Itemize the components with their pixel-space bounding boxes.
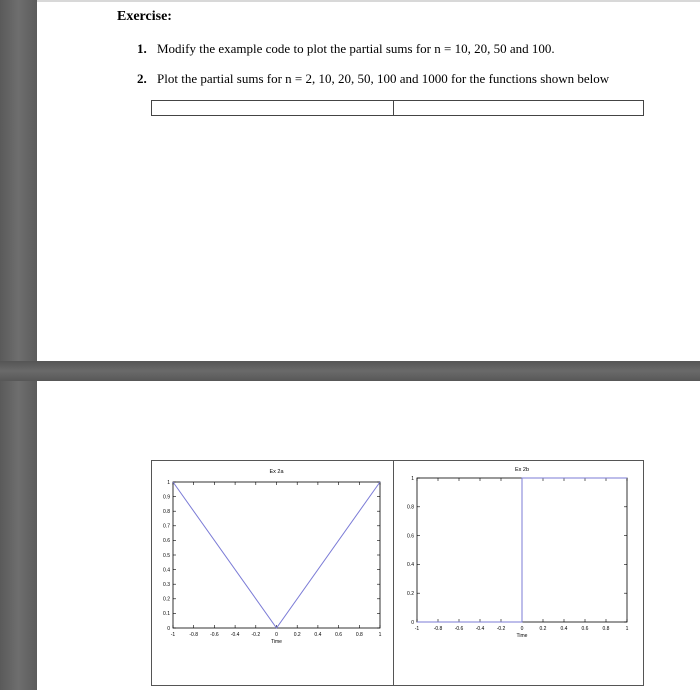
y-tick-label: 0.3 (163, 582, 170, 588)
table-column-divider (393, 101, 394, 115)
x-tick-label: -0.4 (230, 632, 240, 638)
chart-title: Ex 2b (514, 467, 530, 473)
x-axis-label: Time (516, 633, 528, 639)
x-tick-label: -1 (414, 626, 420, 632)
y-tick-label: 1 (167, 479, 170, 486)
chart-ex-2b (394, 461, 643, 685)
y-tick-label: 0.9 (163, 494, 170, 501)
x-tick-label: 0.8 (355, 632, 363, 638)
exercise-item-text: Modify the example code to plot the partial sums for n = 10, 20, 50 and 100. (157, 41, 555, 56)
y-tick-label: 0.6 (163, 538, 170, 545)
chart-ex-2a (152, 461, 393, 685)
x-tick-label: 0.4 (560, 626, 568, 632)
figure-table-top-row (151, 100, 644, 116)
x-tick-label: -0.8 (189, 632, 199, 638)
x-tick-label: -1 (170, 632, 176, 638)
x-tick-label: 1 (378, 632, 382, 638)
x-axis-label: Time (271, 639, 282, 645)
x-tick-label: 0.6 (581, 626, 589, 632)
y-tick-label: 0.5 (163, 552, 170, 559)
x-tick-label: 0.2 (539, 626, 547, 632)
x-tick-label: 0.4 (314, 632, 322, 638)
x-tick-label: -0.6 (454, 626, 464, 632)
page-separator (0, 361, 700, 381)
x-tick-label: -0.4 (475, 626, 485, 632)
y-tick-label: 0.1 (163, 611, 170, 618)
y-tick-label: 0.7 (163, 523, 170, 530)
x-tick-label: 0.8 (602, 626, 610, 632)
y-tick-label: 0.4 (163, 567, 170, 574)
document-page-2 (37, 381, 700, 690)
series-line (173, 482, 380, 628)
exercise-title: Exercise: (117, 9, 172, 24)
y-tick-label: 1 (411, 475, 414, 482)
exercise-item-number: 1. (137, 41, 147, 56)
x-tick-label: 0.2 (293, 632, 301, 638)
y-tick-label: 0 (167, 625, 170, 632)
x-tick-label: -0.8 (433, 626, 443, 632)
x-tick-label: 0.6 (335, 632, 343, 638)
x-tick-label: 0 (520, 626, 524, 632)
x-tick-label: -0.2 (496, 626, 506, 632)
x-tick-label: 1 (625, 626, 629, 632)
viewer-left-margin (0, 0, 37, 690)
figure-table (151, 460, 644, 686)
y-tick-label: 0.8 (163, 509, 170, 515)
y-tick-label: 0.6 (407, 533, 414, 540)
exercise-item-text: Plot the partial sums for n = 2, 10, 20, 50, 100 and 1000 for the functions shown below (157, 71, 610, 86)
chart-title: Ex 2a (269, 469, 284, 475)
plot-frame (173, 482, 380, 628)
y-tick-label: 0.4 (407, 562, 414, 569)
y-tick-label: 0.2 (163, 596, 170, 603)
y-tick-label: 0.2 (407, 591, 414, 597)
y-tick-label: 0 (411, 619, 414, 626)
x-tick-label: -0.2 (251, 632, 261, 638)
x-tick-label: 0 (275, 632, 278, 638)
document-page-1 (37, 2, 700, 361)
exercise-item-number: 2. (137, 71, 147, 86)
y-tick-label: 0.8 (407, 504, 414, 511)
x-tick-label: -0.6 (210, 632, 219, 638)
series-line (417, 478, 627, 622)
